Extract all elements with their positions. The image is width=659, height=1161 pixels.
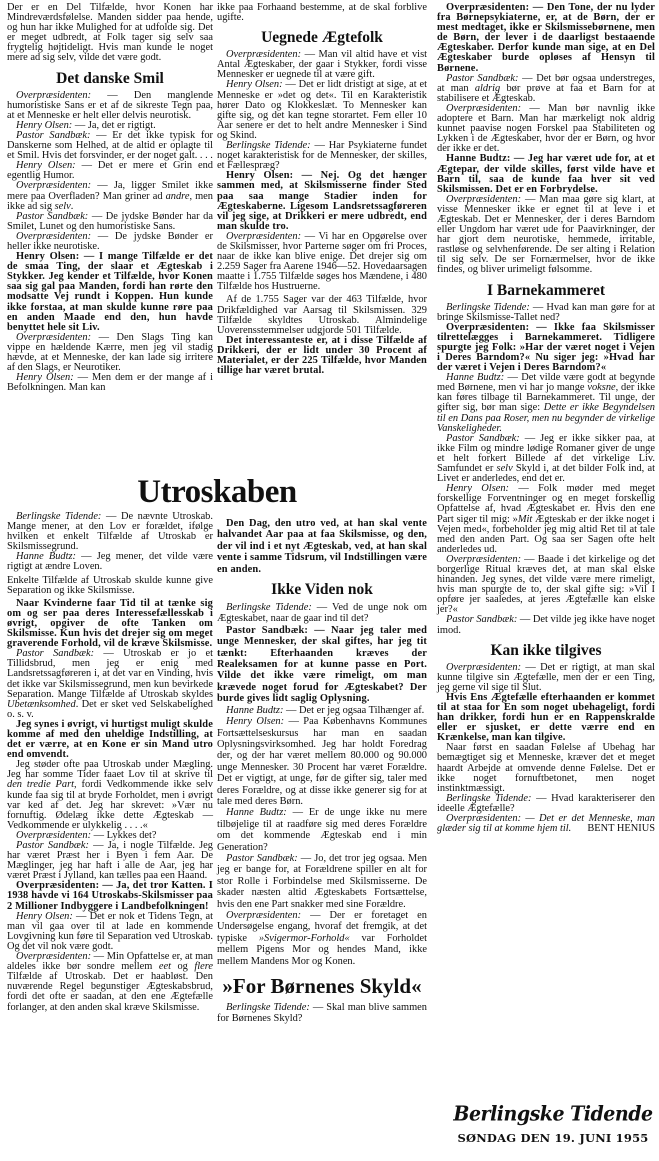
text-run: — Vi har en Opgørelse over de Skilsmisser, hvor Parterne søger om fri Proces, naar de ikke kan blive enige. Det drejer sig om 2.259 Sager fra Aarene 1946—52. Hovedaarsagen maatte i 1.755 Tilfælde søges hos Mændene, i 480 Tilfælde hos Hustruerne. [217,230,427,293]
italic-text: Overpræsidenten: [446,102,522,114]
author-byline: BENT HENIUS [587,823,655,835]
paragraph [437,743,655,793]
column-1-bottom [7,512,213,1013]
paragraph [7,3,213,64]
column-2-top [217,3,427,376]
text-run: — De jydske Bønder har da Smilet, Lunet og den humoristiske Sans. [7,210,213,232]
subheading: Ikke Viden nok [271,581,373,599]
text-run: — Den Slags Ting kan vippe en hældende Kærre, men jeg vil stadig hævde, at et Menneske, der kan lade sig irritere af den Slags, er Neurotiker. [7,331,213,374]
italic-text: Overpræsidenten: [226,49,302,61]
italic-text: Henry Olsen: [226,79,283,91]
text-run: Det interessanteste er, at i disse Tilfælde af Drikkeri, der er lidt under 30 Procent af Materialet, er der 225 Tilfælde, hvor Manden tillige har været brutal. [217,334,427,377]
paragraph [217,80,427,141]
italic-text: Overpræsidenten: [16,89,92,101]
text-run: — Det er rigtigt, at man skal kunne tilgive sin Ægtefælle, men der er een Ting, jeg gerne vil sige til Slut. [437,661,655,693]
italic-text: Hanne Budtz: [226,704,284,716]
text-run: — Den manglende humoristiske Sans er et af de sikreste Tegn paa, at et Menneske er helt eller delvis neurotisk. [7,89,213,121]
paragraph [437,663,655,693]
text-run: — Det er nok et Tidens Tegn, at man vil gaa over til at lade en kommende Lovgivning kun føre til Separation ved Utroskab. Og det vil nok være godt. [7,910,213,952]
italic-text: Berlingske Tidende: [16,511,102,522]
italic-text: Berlingske Tidende: [226,140,311,152]
italic-text: Overpræsidenten: [446,553,522,565]
italic-text: andre [165,190,190,202]
paragraph [437,154,655,194]
paragraph [437,814,655,834]
paragraph [437,104,655,154]
paragraph [7,912,213,952]
text-run: Overpræsidenten: — Den Tone, der nu lyder fra Børnepsykiaterne, er, at de Børn, der er mest medtaget, ikke er Skilsmissebørnene, men de Børn, der lever i de daarligst bestaaende Ægteskaber. Derfor kunde man sige, at en Del Ægteskaber burde opløses af Hensyn til Børnene. [437,2,655,74]
italic-text: Pastor Sandbæk: [16,648,95,660]
text-run: Der er en Del Tilfælde, hvor Konen har Mindreværdsfølelse. Manden sidder paa hende, og hun har ikke Mulighed for at udfolde sig. Det er meget udbredt, at Folk tager sig selv saa frygtelig højtideligt. Hvis man kunde le noget mere ad sig selv, vilde det være godt. [7,2,213,64]
column-3 [437,3,655,834]
text-run: — Men dem er der mange af i Befolkningen. Man kan [7,372,213,394]
paragraph [217,50,427,80]
subheading: I Barnekammeret [486,281,606,299]
italic-text: Overpræsidenten: [16,951,92,963]
text-run: — Jeg er ikke sikker paa, at ikke Film og mindre lødige Romaner giver de unge et helt forkert Billede af det virkelige Liv. Samfundet er [437,432,655,475]
text-run: — Hvad kan man gøre for at bringe Skilsmisse-Tallet ned? [437,301,655,323]
italic-text: Hanne Budtz: [446,372,505,384]
text-run: . Det er sket ved Selskabelighed o. s. v. [7,698,213,720]
italic-text: Hanne Budtz: [16,551,76,563]
italic-text: Overpræsidenten: [16,180,92,192]
text-run: — Ved de unge nok om Ægteskabet, naar de gaar ind til det? [217,602,427,625]
italic-text: Berlingske Tidende: [446,792,532,804]
italic-text: eet [158,961,171,973]
paragraph [437,555,655,616]
paragraph [7,599,213,649]
paragraph [217,716,427,807]
italic-text: voksne [587,382,616,394]
paragraph [217,705,427,716]
text-run: — Jeg mener, det vilde være rigtigt at ændre Loven. [7,551,213,573]
text-run: Hvis Ens Ægtefælle efterhaanden er kommet til at staa for En som noget ubehageligt, fordi han drikker, fordi hun er en Rappenskralde eller er sjusket, er dette værre end en Krænkelse, man kan tilgive. [437,691,655,744]
newspaper-logo: Berlingske Tidende [453,1101,653,1127]
paragraph [7,91,213,121]
text-run: Enkelte Tilfælde af Utroskab skulde kunne give Separation og ikke Skilsmisse. [7,574,213,596]
paragraph [437,323,655,373]
paragraph [7,841,213,881]
text-run: — De jydske Bønder er heller ikke neurotiske. [7,230,213,252]
text-run: — Der er foretaget en Undersøgelse engang, hvoraf det fremgik, at det typiske [217,910,427,944]
text-run: Jeg støder ofte paa Utroskab under Mægling. Jeg har somme Tider faaet Lov til at skrive til [7,759,213,781]
paragraph [217,602,427,625]
italic-text: Pastor Sandbæk: [16,129,91,141]
italic-text: Henry Olsen: [16,160,76,172]
text-run: — Har Psykiaterne fundet noget karakteristisk for de Mennesker, der skilles, et Fællespræg? [217,140,427,172]
text-run: — Det vilde være godt at begynde med Børnene, men vi har jo mange [437,372,655,394]
paragraph [437,74,655,104]
italic-text: Berlingske Tidende: [446,301,530,313]
paragraph [217,295,427,335]
italic-text: Pastor Sandbæk: [446,614,518,626]
paragraph [217,1002,427,1025]
text-run: — Folk møder med meget forskellige Forventninger og en meget forskellig Opfattelse af, hvad Ægteskabet er. Hvis den ene Part siger til mig: » [437,483,655,525]
text-run: Tilfælde af Utroskab. Det er haabløst. Den nuværende Regel begunstiger Ægteskabsbrud, fordi det ofte er saadan, at den ene Ægtefælle forlanger, at den anden skal kræve Skilsmisse. [7,971,213,1013]
newspaper-masthead [448,1103,658,1145]
italic-text: selv [496,463,513,475]
italic-text: Mit [517,513,533,525]
paragraph [437,794,655,814]
paragraph [217,625,427,705]
italic-text: Henry Olsen: [446,483,510,495]
text-run: — Min Opfattelse er, at man aldeles ikke bør sondre mellem [7,951,213,973]
text-run: Skyld i, at det bilder Folk ind, at Livet er anderledes, end det er. [437,463,655,485]
paragraph [7,576,213,596]
italic-text: Henry Olsen: [16,119,73,131]
paragraph [437,434,655,484]
text-run: , men ikke ad sig [7,190,213,212]
text-run: — Det bør ogsaa understreges, at man [437,72,655,94]
italic-text: Henry Olsen: [16,372,74,384]
text-run: — Man vil altid have et vist Antal Ægteskaber, der gaar i Stykker, fordi visse Mennesker er uegnede til at være gift. [217,49,427,81]
text-run: — Man bør navnlig ikke adoptere et Barn. Man har mærkeligt nok aldrig kunnet paavise nogen Forskel paa Stabiliteten og Lykken i de Ægteskaber, hvor der er Børn, og hvor der ikke er det. [437,102,655,155]
subheading: Det danske Smil [56,69,164,87]
italic-text: Overpræsidenten: [16,829,92,841]
text-run: Overpræsidenten: — Ikke faa Skilsmisser tilrettelægges i Barnekammeret. Tidligere spurgte jeg Folk: »Har der været noget i Vejen i Deres Barndom?« Nu siger jeg: »Hvad har der været i Vejen i Deres Barndom?« [437,321,655,374]
issue-date: SØNDAG DEN 19. JUNI 1955 [457,1131,649,1145]
italic-text: Henry Olsen: [226,716,285,728]
paragraph [7,212,213,232]
italic-text: Overpræsidenten: [16,230,92,242]
column-1-top [7,3,213,393]
text-run: , der ikke kan føres tilbage til Barnekammeret. Til unge, der gifter sig, bør man sige: [437,382,656,414]
paragraph [217,910,427,967]
italic-text: Henry Olsen: [16,910,73,922]
text-run: Naar Kvinderne faar Tid til at tænke sig om og ser paa deres Interessefællesskab i øvrigt, opgiver de ofte Tanken om Skilsmisse. Kun hvis det drejer sig om meget graverende Forhold, vil de kræve Skilsmisse. [7,597,213,650]
italic-text: Overpræsidenten: — Det er det Menneske, man glæder sig til at komme hjem til. [437,813,655,835]
text-run: — Skal man blive sammen for Børnenes Skyld? [217,1002,427,1025]
text-run: — Det er lidt dristigt at sige, at et Menneske er »det og det«. Til en Karakteristik hører Dato og Klokkeslæt. To Mennesker kan gifte sig, og det kan tegne storartet. Fem eller 10 Aar senere er det to helt andre Mennesker i Sind og Skind. [217,79,427,141]
paragraph [7,181,213,211]
paragraph [217,141,427,171]
text-run: — Baade i det kirkelige og det borgerlige Ritual kræves det, at man skal elske hinanden. Jeg synes, det vilde være mere rimeligt, hvis man spurgte de to, der skal gifte sig: »Vil I opføre jer saaledes, at jeres Ægtefælle kan elske jer?« [437,553,655,616]
text-run: — Ja, det er rigtigt. [72,119,156,131]
italic-text: den tredie Part [7,779,75,791]
text-run: Naar først en saadan Følelse af Ubehag har bemægtiget sig et Menneske, kræver det et meget haardt Arbejde at omvende denne Følelse. Det er ikke noget fornuftbetonet, men noget instinktmæssigt. [437,742,655,794]
column-2-bottom [217,518,427,1025]
italic-text: Pastor Sandbæk: [16,840,89,851]
text-run: — Ja, i nogle Tilfælde. Jeg har været Præst her i Byen i fem Aar. De Mæglinger, jeg har haft i alle de Aar, jeg har været Præst i Jylland, kan tælles paa een Haand. [7,840,213,882]
paragraph [7,333,213,373]
text-run: Overpræsidenten: — Ja, det tror Katten. I 1938 havde vi 164 Utroskabs-Skilsmisser paa 2 Millioner Indbyggere i Landbefolkningen! [7,880,213,912]
italic-text: Overpræsidenten: [16,331,92,343]
paragraph [7,720,213,760]
text-run: — Jo, det tror jeg ogsaa. Men jeg er bange for, at Forældrene spiller en alt for stor Rolle i Forbindelse med Skilsmisserne. De skader næsten altid Ægteskabets Fortsættelse, hvis den ene Part snakker med sine Forældre. [217,852,427,910]
paragraph [437,373,655,434]
italic-text: Hanne Budtz: [226,807,287,819]
subheading: Kan ikke tilgives [490,641,602,659]
paragraph [437,484,655,555]
paragraph [7,252,213,333]
text-run: — Det er mere et Grin end egentlig Humor. [7,160,213,182]
paragraph [217,171,427,232]
italic-text: Overpræsidenten: [446,193,522,205]
italic-text: flere [194,961,213,973]
paragraph [437,3,655,74]
text-run: — Hvad karakteriserer den ideelle Ægtefælle? [437,792,655,814]
paragraph [437,615,655,635]
italic-text: selv [54,200,71,212]
italic-text: »Svigermor-Forhold« [258,932,350,944]
text-run: — Det er jeg ogsaa Tilhænger af. [283,704,425,716]
italic-text: Dette er ikke Begyndelsen til en Dans paa Roser, men nu begynder de virkelige Vanskeligheder. [437,402,656,434]
italic-text: Pastor Sandbæk: [16,210,89,222]
subheading: Uegnede Ægtefolk [261,29,383,47]
text-run: og [170,961,195,973]
paragraph [7,373,213,393]
italic-text: aldrig [474,82,501,94]
paragraph [217,232,427,293]
section-headline: Utroskaben [137,474,297,510]
paragraph [217,853,427,910]
text-run: . [70,200,74,212]
italic-text: Berlingske Tidende: [226,1002,310,1014]
paragraph [217,3,427,23]
text-run: — Utroskab er jo et Tillidsbrud, men jeg er enig med Landsretssagføreren i, at det var en Vinding, hvis det ikke var Skilsmissegrund, men kun bevirkede Separation. Mange Tilfælde af Utroskab skyldes [7,648,214,700]
text-run: Af de 1.755 Sager var der 463 Tilfælde, hvor Drikfældighed var Aarsag til Skilsmissen. 329 Tilfælde skyldtes Utroskab. Almindelige Uoverensstemmelser udgjorde 501 Tilfælde. [217,294,427,336]
paragraph [7,161,213,181]
paragraph [7,131,213,161]
paragraph [437,693,655,743]
text-run: — De nævnte Utroskab. Mange mener, at den Lov er forældet, ifølge hvilken et enkelt Tilfælde af Utroskab er Skilsmissegrund. [7,511,213,553]
text-run: Henry Olsen: — Nej. Og det hænger sammen med, at Skilsmisserne finder Sted paa saa mange Stadier inden for Ægteskaberne. Ligesom Landsretssagføreren vil jeg sige, at Drikkeri er mere udbredt, end man skulde tro. [217,170,427,232]
text-run: ikke paa Forhaand bestemme, at de skal forblive ugifte. [217,2,427,24]
text-run: — Lykkes det? [91,829,157,841]
italic-text: Overpræsidenten: [226,230,302,242]
paragraph [7,881,213,911]
text-run: — Det vilde jeg ikke have noget imod. [437,614,655,636]
text-run: Henry Olsen: — I mange Tilfælde er det de smaa Ting, der slaar et Ægteskab i Stykker. Jeg kender et Tilfælde, hvor Konen saa sig gal paa Manden, fordi han rørte den modsatte Vej rundt i Koppen. Hun kunde ikke forstaa, at man skulde kunne røre paa en anden Maade end den, hun havde benyttet hele sit Liv. [7,251,213,333]
paragraph [7,552,213,572]
text-run: — Man maa gøre sig klart, at visse Mennesker ikke er egnet til at leve i et Ægteskab. Det er Mennesker, der i deres Barndom eller Ungdom har været ude for Paavirkninger, der har gjort dem neurotiske, hemmede, irritable, rastløse og selvhenførende. De ser alting i Relation til sig selv. De ser Fornærmelser, hvor de ikke findes, og bliver urimeligt følsomme. [437,193,655,276]
paragraph [217,518,427,575]
text-run: Pastor Sandbæk: — Naar jeg taler med unge Mennesker, der skal giftes, har jeg tit tænkt: Efterhaanden kræves der Realeksamen for at kunne passe en Port. Vilde det ikke være rimeligt, om man krævede noget forud for Ægteskabet? Der burde gives lidt saglig Oplysning. [217,624,427,705]
paragraph [7,512,213,552]
paragraph [217,336,427,376]
italic-text: Pastor Sandbæk: [446,432,520,444]
paragraph [7,649,213,720]
paragraph [217,807,427,853]
italic-text: Pastor Sandbæk: [226,852,298,864]
text-run: — Ja, ligger Smilet ikke mere paa Overfladen? Man griner ad [7,180,213,202]
paragraph [7,760,213,831]
text-run: Den Dag, den utro ved, at han skal vente halvandet Aar paa at faa Skilsmisse, og den, der vil ind i et nyt Ægteskab, ved, at han skal vente i samme Tidsrum, vil Indstillingen være en anden. [217,518,427,575]
text-run: Ægteskab er der ikke noget i Vejen med«, forbeholder jeg mig altid Ret til at tale med den anden Part. Og saa ser Sagen ofte helt anderledes ud. [437,513,655,555]
text-run: — Paa Københavns Kommunes Fortsættelseskursus har man en saadan Oplysningsvirksomhed. Jeg har holdt Foredrag der, og der har været mellem 80.000 og 90.000 unge Mennesker. 30 Procent har været Forældre. Det er vigtigt, at unge, før de gifter sig, taler med deres Forældre, og at disse ikke generer sig for at tale med deres Børn. [217,716,427,807]
text-run: , fordi Vedkommende ikke selv kunde faa sig til at bryde Forholdet, men i øvrigt var ked af det. Jeg har skrevet: »Vær nu fornuftig. Ødelæg ikke dette Ægteskab — Vedkommende er ulykkelig . . . .« [7,779,213,831]
text-run: — Er det ikke typisk for Danskerne som Helhed, at de altid er oplagte til et Smil. Hvis det forsvinder, er der noget galt. . . . [7,129,213,162]
text-run: Hanne Budtz: — Jeg har været ude for, at et Ægtepar, der vilde skilles, først vilde have et Barn til, saa de kunde faa hver sit ved Skilsmissen. Det er en Forbrydelse. [437,153,655,195]
italic-text: Overpræsidenten: [226,910,302,921]
paragraph [437,195,655,276]
paragraph [7,952,213,1013]
text-run: Jeg synes i øvrigt, vi hurtigst muligt skulde komme af med den uheldige Indstilling, at det er værre, at en Kone er sin Mand utro end omvendt. [7,718,213,761]
subheading: »For Børnenes Skyld« [222,974,422,999]
italic-text: Berlingske Tidende: [226,602,312,614]
text-run: var Forholdet mellem Pigens Mor og hendes Mand, ikke mellem Mandens Mor og Konen. [217,932,427,967]
paragraph [437,303,655,323]
italic-text: Pastor Sandbæk: [446,72,519,84]
paragraph [7,232,213,252]
text-run: bør prøve at faa et Barn for at stabilisere et Ægteskab. [437,82,655,104]
text-run: — Er de unge ikke nu mere tilbøjelige til at raadføre sig med deres Forældre om det kommende Ægteskab end i min Generation? [217,807,427,853]
italic-text: Ubetænksomhed [7,698,76,710]
italic-text: Overpræsidenten: [446,661,522,673]
